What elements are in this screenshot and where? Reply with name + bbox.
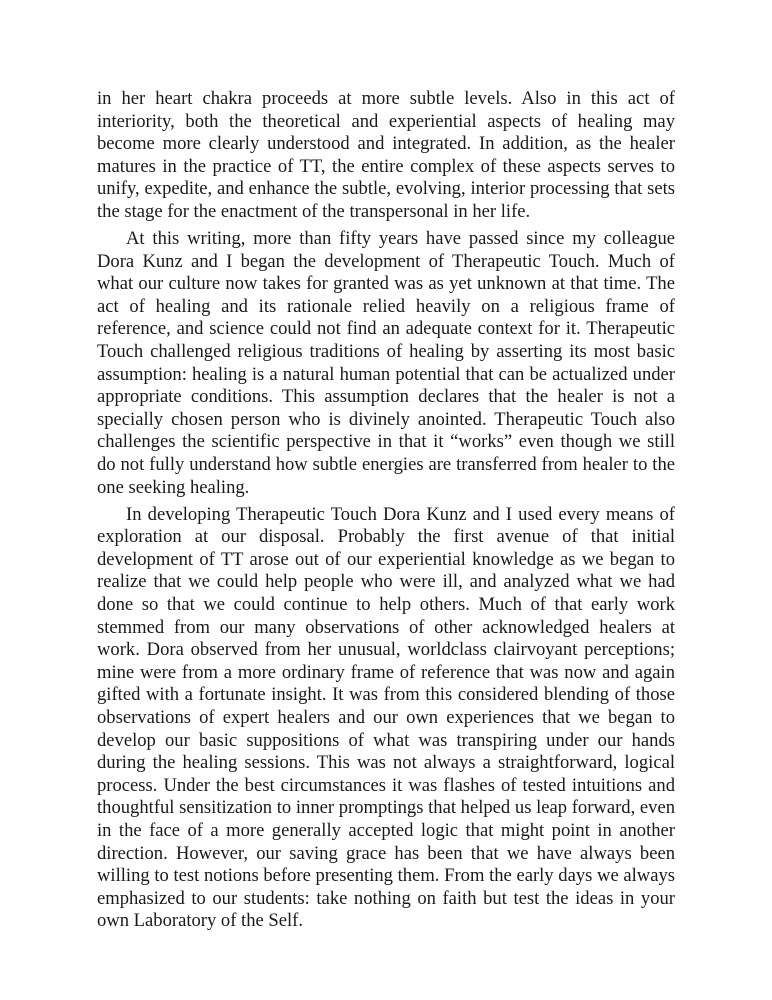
paragraph-history: At this writing, more than fifty years have passed since my colleague Dora Kunz and I began the development of Therapeutic Touch. Much of what our culture now takes for granted was as yet unknown at that time. The act of healing and its rationale relied heavily on a religious frame of reference, and science could not find an adequate context for it. Therapeutic Touch challenged religious traditions of healing by asserting its most basic assumption: healing is a natural human potential that can be actualized under appropriate conditions. This assumption declares that the healer is not a specially chosen person who is divinely anointed. Therapeutic Touch also challenges the scientific perspective in that it “works” even though we still do not fully understand how subtle energies are transferred from healer to the one seeking healing. (97, 228, 675, 498)
paragraph-continuation: in her heart chakra proceeds at more subtle levels. Also in this act of interiority, both the theoretical and experiential aspects of healing may become more clearly understood and integrated. In addition, as the healer matures in the practice of TT, the entire complex of these aspects serves to unify, expedite, and enhance the subtle, evolving, interior processing that sets the stage for the enactment of the transpersonal in her life. (97, 88, 675, 222)
page-body (97, 88, 675, 937)
paragraph-development: In developing Therapeutic Touch Dora Kunz and I used every means of exploration at our disposal. Probably the first avenue of that initial development of TT arose out of our experiential knowledge as we began to realize that we could help people who were ill, and analyzed what we had done so that we could continue to help others. Much of that early work stemmed from our many observations of other acknowledged healers at work. Dora observed from her unusual, worldclass clairvoyant perceptions; mine were from a more ordinary frame of reference that was now and again gifted with a fortunate insight. It was from this considered blending of those observations of expert healers and our own experiences that we began to develop our basic suppositions of what was transpiring under our hands during the healing sessions. This was not always a straightforward, logical process. Under the best circumstances it was flashes of tested intuitions and thoughtful sensitization to inner promptings that helped us leap forward, even in the face of a more generally accepted logic that might point in another direction. However, our saving grace has been that we have always been willing to test notions before presenting them. From the early days we always emphasized to our students: take nothing on faith but test the ideas in your own Laboratory of the Self. (97, 503, 675, 932)
